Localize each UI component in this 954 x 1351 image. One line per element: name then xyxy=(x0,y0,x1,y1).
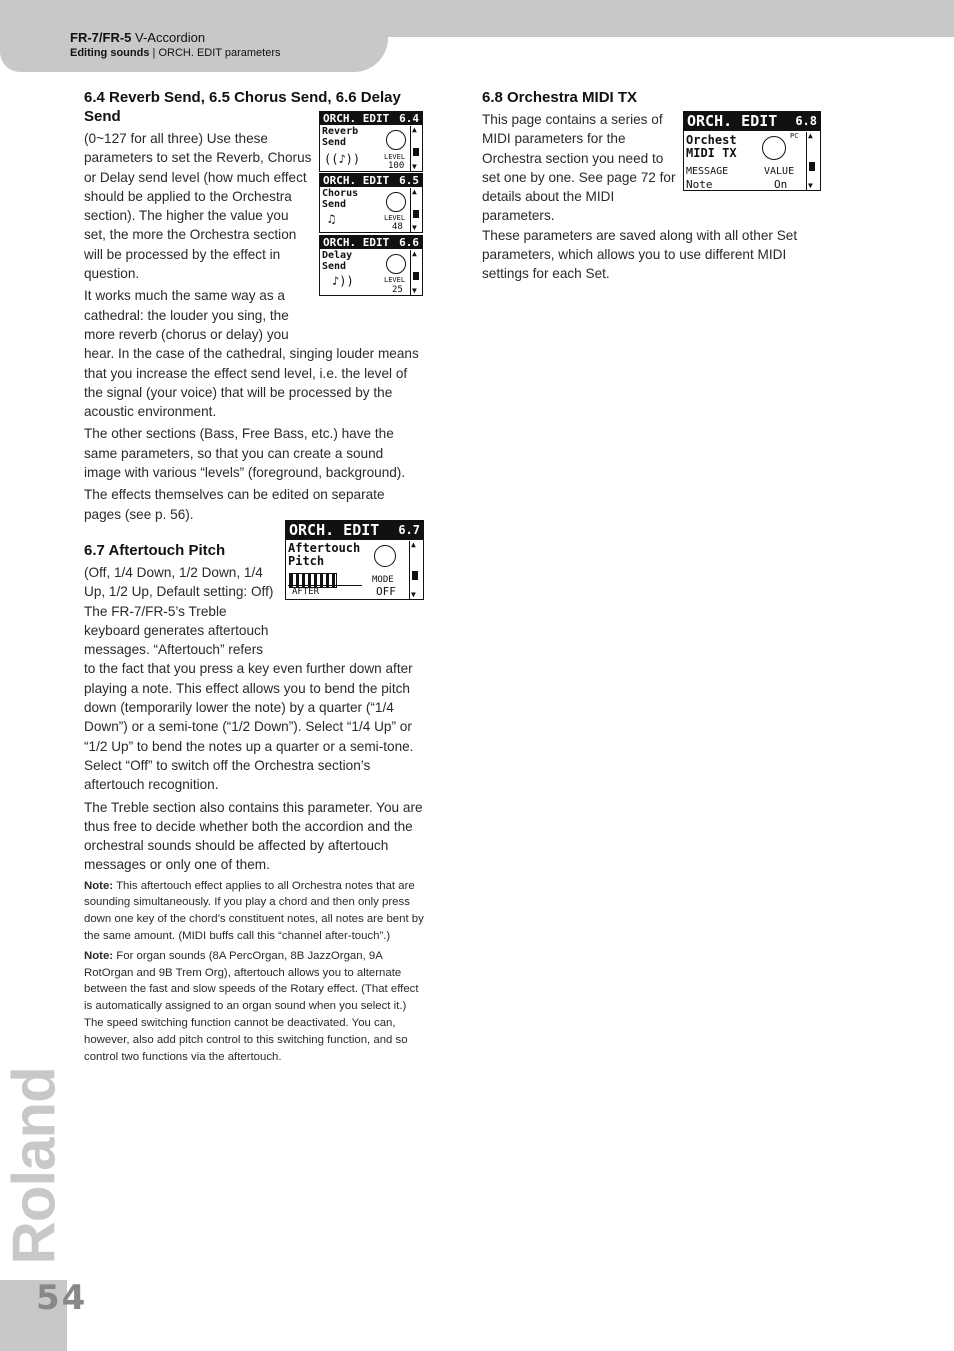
paragraph: This page contains a series of MIDI parameters for the Orchestra section you need to set one by one. See page 72 for details about the MIDI parameters. xyxy=(482,112,676,224)
lcd-sub-underline xyxy=(288,585,362,586)
lcd-caption: MODE xyxy=(372,575,394,585)
lcd-caption: LEVEL xyxy=(384,153,406,161)
lcd-value: 100 xyxy=(388,161,405,171)
paragraph: The effects themselves can be edited on separate pages (see p. 56). xyxy=(84,487,385,522)
lcd-caption: VALUE xyxy=(764,166,795,177)
lcd-chorus-send xyxy=(319,173,423,233)
lcd-value: Note xyxy=(686,178,713,191)
lcd-reverb-send xyxy=(319,111,423,172)
lcd-caption: LEVEL xyxy=(384,276,406,284)
lcd-title-bar: ORCH. EDIT 6.7 xyxy=(286,521,423,540)
lcd-caption: LEVEL xyxy=(384,214,406,222)
lcd-label: Aftertouch Pitch xyxy=(288,541,361,568)
lcd-sub-label: AFTER xyxy=(292,587,320,597)
paragraph: These parameters are saved along with all other Set parameters, which allows you to use different MIDI settings for each Set. xyxy=(482,227,798,282)
lcd-title-bar: ORCH. EDIT 6.8 xyxy=(684,112,820,131)
lcd-value: 48 xyxy=(392,222,403,232)
lcd-label: Reverb Send xyxy=(322,126,359,148)
midi-connector-icon xyxy=(762,136,786,160)
lcd-label: Orchest MIDI TX xyxy=(686,133,737,160)
delay-icon: ♪)) xyxy=(332,274,354,288)
scrollbar: ▲ ▼ xyxy=(410,188,421,232)
lcd-label: Chorus Send xyxy=(322,188,359,210)
paragraph: The other sections (Bass, Free Bass, etc.) have the same parameters, so that you can create a sound image with various “levels” (foreground, background). xyxy=(84,426,406,481)
page-number: 54 xyxy=(36,1278,88,1318)
speaker-icon: ((♪)) xyxy=(324,152,361,166)
breadcrumb: Editing sounds | ORCH. EDIT parameters xyxy=(70,47,281,59)
heading-aftertouch: 6.7 Aftertouch Pitch xyxy=(84,541,226,559)
lcd-midi-tx xyxy=(683,111,821,191)
lcd-aftertouch xyxy=(285,520,424,600)
note: Note: For organ sounds (8A PercOrgan, 8B JazzOrgan, 9A RotOrgan and 9B Trem Org), aftertouch allows you to alternate between the fast and slow speeds of the Rotary effect. (That effect is automatically assigned to an organ sound when you select it.) The speed switching function cannot be deactivated. You can, however, also add pitch control to this switching function, and so control two functions via the aftertouch. xyxy=(84,949,419,1063)
paragraph: The Treble section also contains this parameter. You are thus free to decide whether both the accordion and the orchestral sounds should be affected by aftertouch messages or only one of them. xyxy=(84,799,423,873)
lcd-badge: PC xyxy=(790,132,799,140)
knob-icon xyxy=(386,130,406,150)
knob-icon xyxy=(386,192,406,212)
chorus-icon: ♫ xyxy=(328,212,336,226)
knob-icon xyxy=(374,545,396,567)
scrollbar: ▲ ▼ xyxy=(410,126,421,171)
paragraph: (Off, 1/4 Down, 1/2 Down, 1/4 Up, 1/2 Up, Default setting: Off) The FR-7/FR-5’s Treble keyboard generates aftertouch messages. “Aftertouch” refers to the fact that you press a key even further down after playing a note. This effect allows you to bend the pitch down (temporarily lower the note) by a quarter (“1/4 Down”) or a semi-tone (“1/2 Down”). Select “1/4 Up” or “1/2 Up” to bend the notes up a quarter or a semi-tone. Select “Off” to switch off the Orchestra section’s aftertouch recognition. xyxy=(84,564,414,793)
lcd-caption: MESSAGE xyxy=(686,166,729,177)
lcd-title-bar: ORCH. EDIT 6.5 xyxy=(320,174,422,187)
lcd-delay-send xyxy=(319,235,423,296)
heading-midi-tx: 6.8 Orchestra MIDI TX xyxy=(482,89,638,106)
lcd-value: OFF xyxy=(376,585,396,598)
lcd-value: On xyxy=(774,178,788,191)
header-title: FR-7/FR-5 V-Accordion xyxy=(70,30,206,45)
scrollbar: ▲ ▼ xyxy=(806,132,819,190)
heading-reverb-chorus-delay: 6.4 Reverb Send, 6.5 Chorus Send, 6.6 Delay Send xyxy=(84,89,401,125)
lcd-title-bar: ORCH. EDIT 6.6 xyxy=(320,236,422,249)
text-block-67 xyxy=(84,563,424,1066)
scrollbar: ▲ ▼ xyxy=(409,541,422,599)
lcd-value: 25 xyxy=(392,285,403,295)
brand-logo: Roland xyxy=(0,1067,68,1265)
lcd-label: Delay Send xyxy=(322,250,353,272)
knob-icon xyxy=(386,254,406,274)
paragraph: It works much the same way as a cathedral: the louder you sing, the more reverb (chorus or delay) you hear. In the case of the cathedral, singing louder means that you increase the effect send level, i.e. the level of the signal (your voice) that will be processed by the acoustic environment. xyxy=(84,288,419,420)
note: Note: This aftertouch effect applies to all Orchestra notes that are sounding simultaneously. If you play a chord and then only press down one key of the chord’s constituent notes, all notes are bent by the same amount. (MIDI buffs call this “channel after-touch”.) xyxy=(84,879,424,943)
paragraph: (0~127 for all three) Use these parameters to set the Reverb, Chorus or Delay send level (how much effect should be applied to the Orchestra section). The higher the value you set, the more the Orchestra section will be processed by the effect in question. xyxy=(84,131,312,282)
scrollbar: ▲ ▼ xyxy=(410,250,421,295)
lcd-title-bar: ORCH. EDIT 6.4 xyxy=(320,112,422,125)
